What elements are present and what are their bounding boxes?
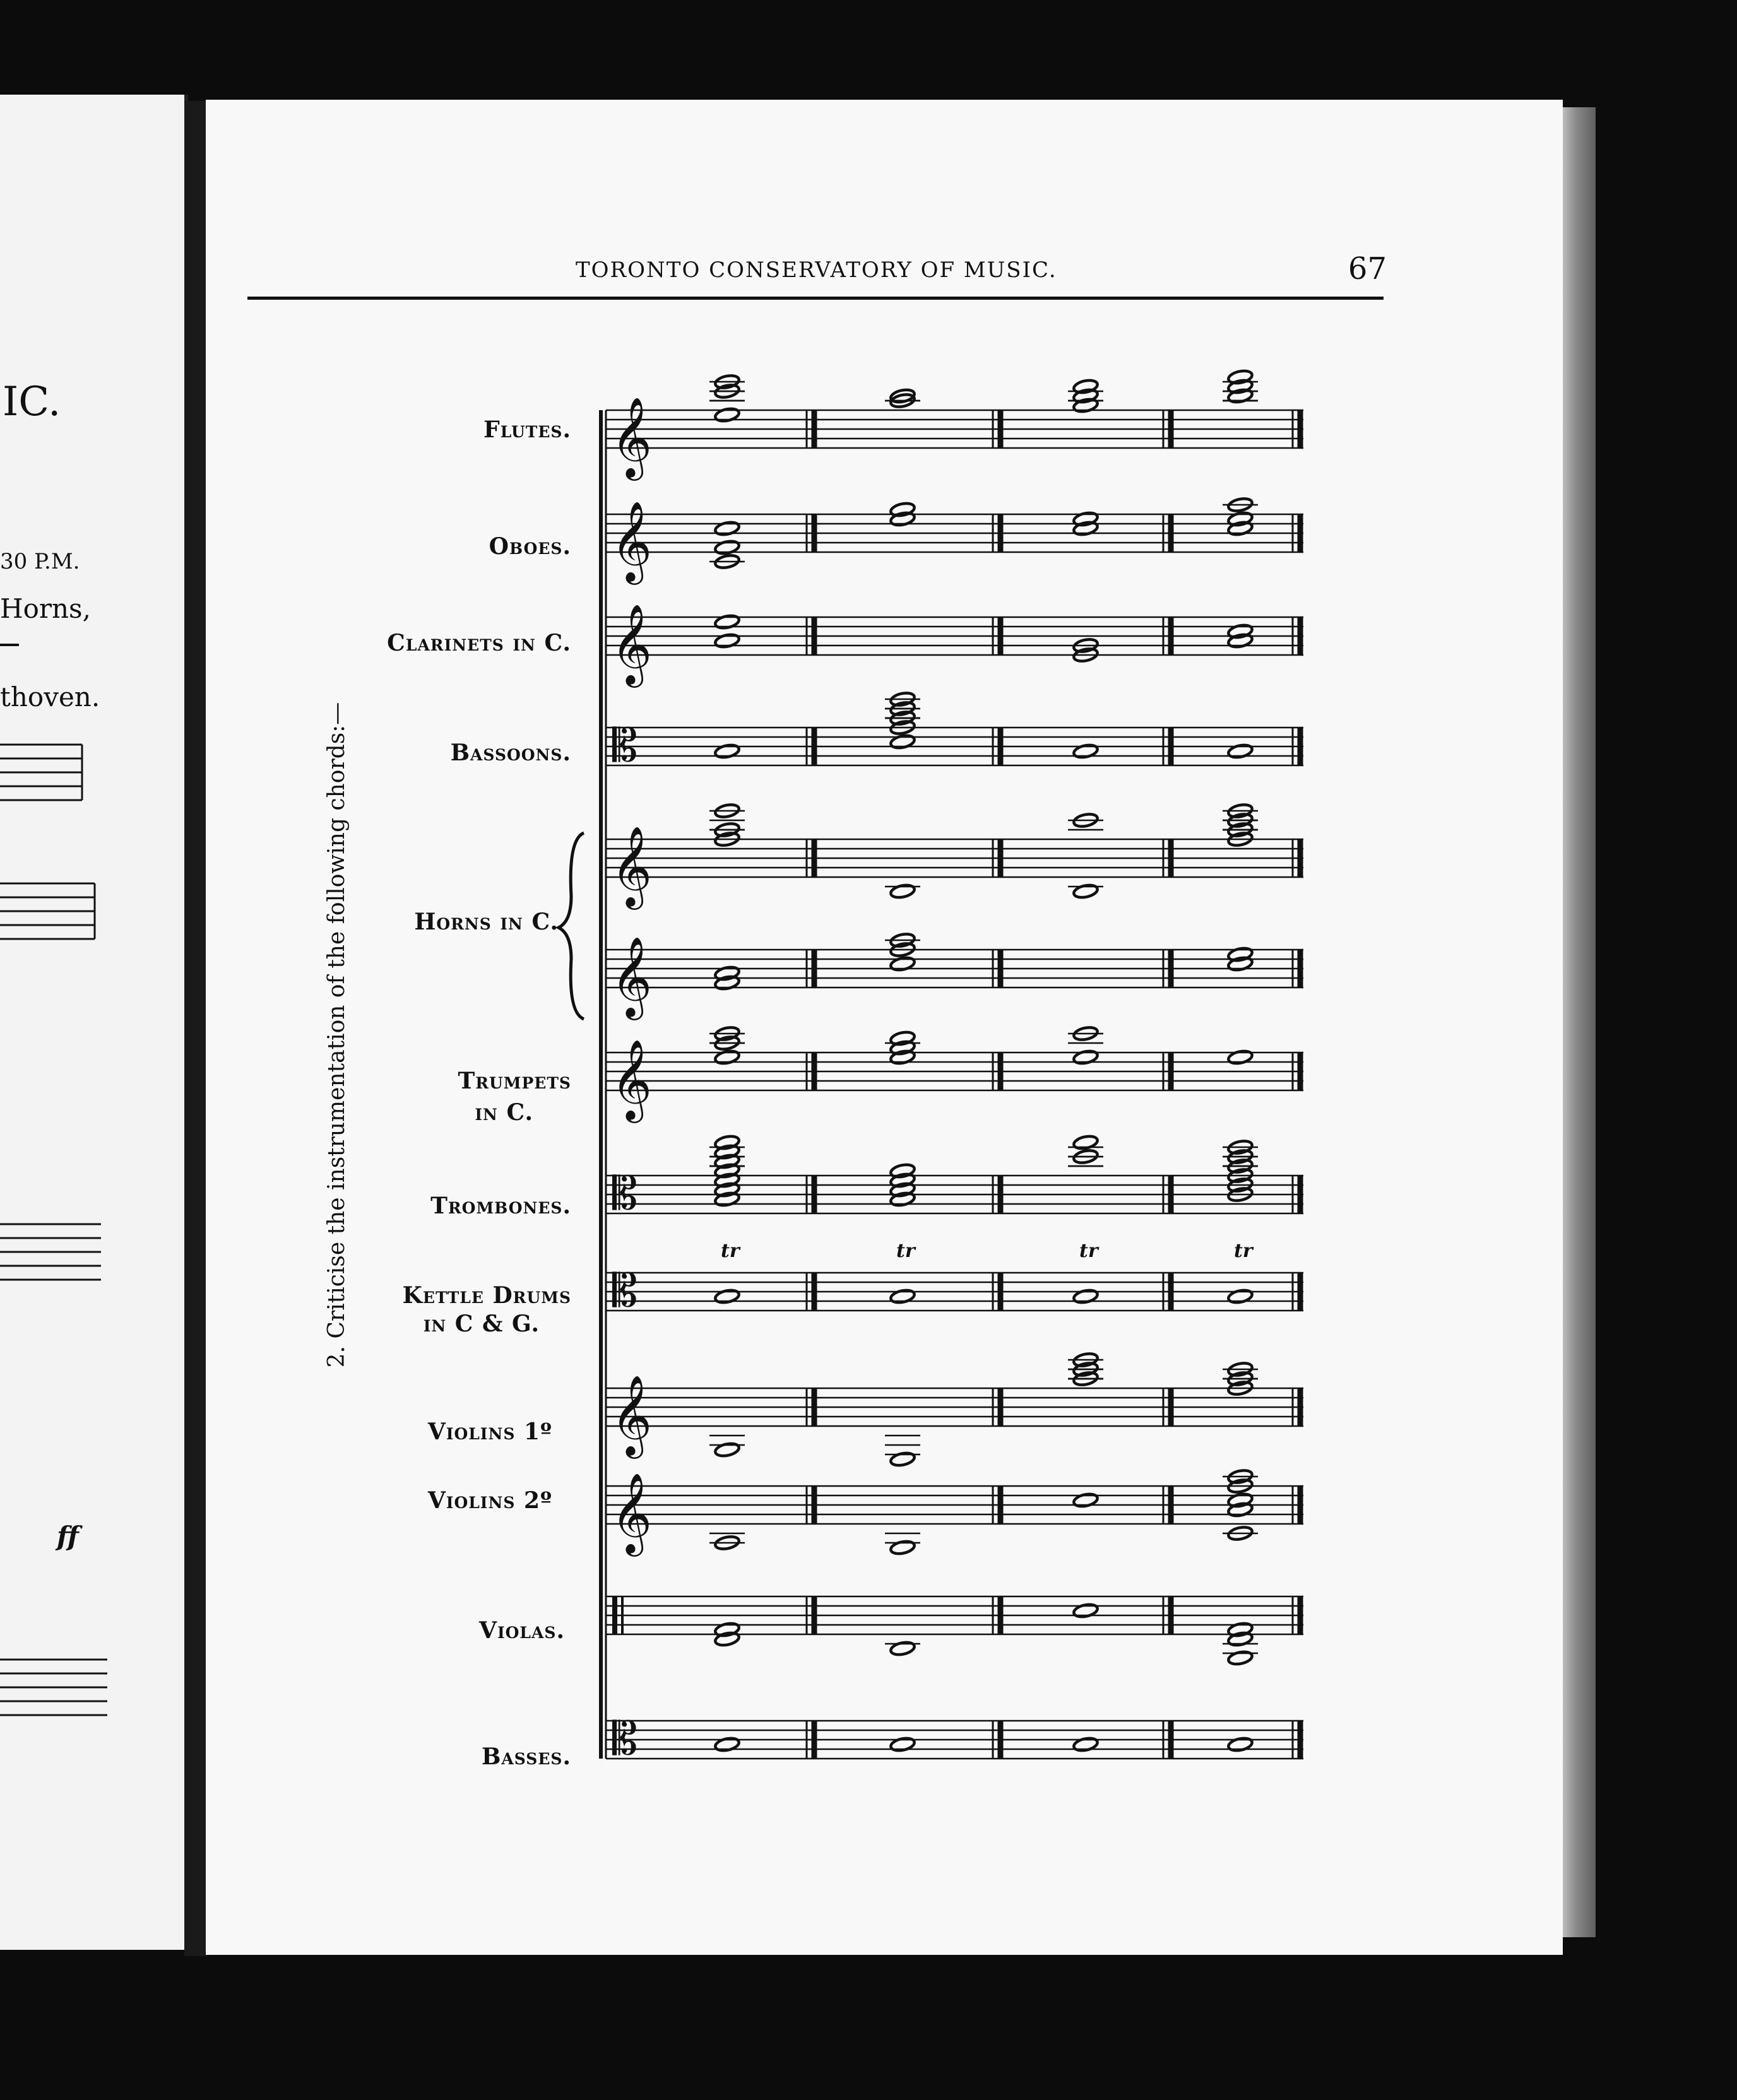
- trill-mark: tr: [1234, 1240, 1253, 1262]
- whole-note: [890, 1737, 916, 1753]
- whole-note: [1073, 743, 1099, 760]
- whole-note: [714, 633, 740, 649]
- tenor-clef-icon: 𝄡: [612, 1264, 638, 1317]
- whole-note: [714, 614, 740, 630]
- trill-mark: tr: [721, 1240, 740, 1262]
- trill-mark: tr: [1079, 1240, 1098, 1262]
- whole-note: [890, 1641, 916, 1657]
- whole-note: [1073, 1603, 1099, 1619]
- label-oboes: Oboes.: [489, 533, 571, 560]
- whole-note: [714, 540, 740, 556]
- label-violins-2: Violins 2º: [427, 1487, 552, 1514]
- whole-note: [1073, 1135, 1099, 1151]
- alto-clef-icon-part: [621, 1596, 624, 1634]
- whole-note: [1228, 1049, 1254, 1066]
- running-title: TORONTO CONSERVATORY OF MUSIC.: [576, 257, 1057, 283]
- whole-note: [714, 521, 740, 537]
- whole-note: [1073, 1737, 1099, 1753]
- facing-page-heading-fragment: IC.: [3, 379, 61, 425]
- whole-note: [714, 1289, 740, 1305]
- label-trumpets-line2: in C.: [475, 1099, 533, 1126]
- whole-note: [890, 883, 916, 900]
- facing-page-dynamic-fragment: ff: [57, 1521, 79, 1552]
- question-text: 2. Criticise the instrumentation of the following chords:—: [324, 702, 350, 1368]
- treble-clef-icon: 𝄞: [611, 603, 653, 684]
- tenor-clef-icon: 𝄡: [612, 1712, 638, 1765]
- alto-clef-icon: [612, 1596, 617, 1634]
- treble-clef-icon: 𝄞: [611, 396, 653, 477]
- facing-page-text-fragment: Horns,: [0, 593, 91, 624]
- whole-note: [890, 1451, 916, 1468]
- whole-note: [890, 734, 916, 750]
- label-bassoons: Bassoons.: [450, 740, 571, 766]
- whole-note: [1073, 1049, 1099, 1066]
- horns-brace: [559, 833, 584, 1019]
- label-violins-1: Violins 1º: [427, 1419, 552, 1445]
- treble-clef-icon: 𝄞: [611, 936, 653, 1017]
- whole-note: [1073, 883, 1099, 900]
- whole-note: [1073, 1492, 1099, 1509]
- treble-clef-icon: 𝄞: [611, 825, 653, 906]
- treble-clef-icon: 𝄞: [611, 1039, 653, 1119]
- label-flutes: Flutes.: [483, 416, 571, 443]
- treble-clef-icon: 𝄞: [611, 500, 653, 581]
- whole-note: [714, 743, 740, 760]
- label-basses: Basses.: [481, 1743, 571, 1770]
- whole-note: [714, 1442, 740, 1458]
- trill-mark: tr: [896, 1240, 915, 1262]
- whole-note: [890, 1289, 916, 1305]
- label-clarinets: Clarinets in C.: [387, 630, 571, 656]
- whole-note: [1073, 1289, 1099, 1305]
- facing-page-time-fragment: 30 P.M.: [0, 549, 80, 574]
- label-horns: Horns in C.: [414, 909, 559, 935]
- whole-note: [890, 956, 916, 972]
- treble-clef-icon: 𝄞: [611, 1472, 653, 1553]
- whole-note: [714, 1737, 740, 1753]
- whole-note: [714, 1049, 740, 1066]
- whole-note: [1228, 1737, 1254, 1753]
- whole-note: [1228, 1650, 1254, 1666]
- whole-note: [1228, 743, 1254, 760]
- whole-note: [1228, 1289, 1254, 1305]
- label-trombones: Trombones.: [430, 1193, 571, 1219]
- tenor-clef-icon: 𝄡: [612, 1167, 638, 1220]
- treble-clef-icon: 𝄞: [611, 1374, 653, 1455]
- label-kettle-drums-line2: in C & G.: [423, 1311, 540, 1337]
- tenor-clef-icon: 𝄡: [612, 719, 638, 772]
- label-violas: Violas.: [479, 1617, 565, 1644]
- whole-note: [890, 1540, 916, 1556]
- label-kettle-drums-line1: Kettle Drums: [402, 1282, 571, 1309]
- whole-note: [714, 407, 740, 423]
- label-trumpets-line1: Trumpets: [458, 1068, 571, 1094]
- facing-page-composer-fragment: thoven.: [0, 681, 100, 712]
- page-number: 67: [1348, 251, 1387, 286]
